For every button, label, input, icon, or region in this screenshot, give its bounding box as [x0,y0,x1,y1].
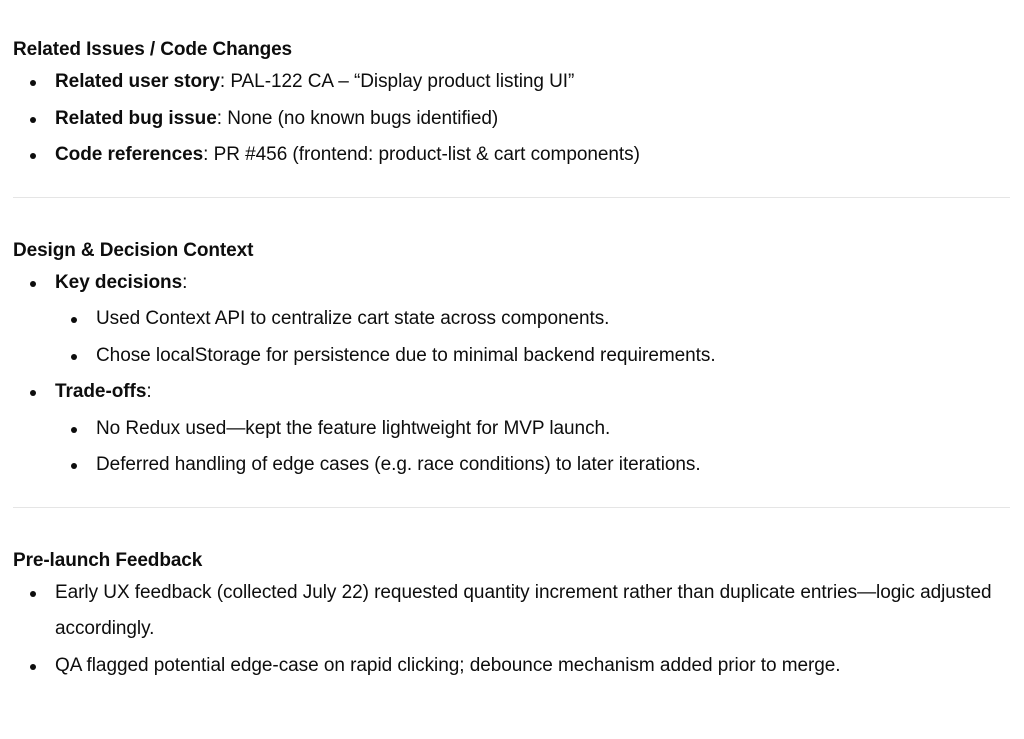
item-label: Related bug issue [55,107,217,129]
item-suffix: : [146,381,152,402]
item-label: Trade-offs [55,381,147,402]
list-item-trade-offs [13,374,1010,484]
section-heading-related-issues: Related Issues / Code Changes [13,39,293,60]
related-issues-section [13,36,1010,174]
list-item-related-user-story [13,64,1010,101]
list-item-related-bug-issue [13,101,1010,138]
item-label: Key decisions [55,271,183,293]
document [13,36,1010,684]
design-decision-list [13,265,1010,484]
sublist-item: Used Context API to centralize cart state across components. [55,301,1010,338]
pre-launch-feedback-list [13,575,1010,685]
section-heading-design-decision: Design & Decision Context [13,239,254,261]
sublist-item: Chose localStorage for persistence due to minimal backend requirements. [55,338,1010,375]
section-divider [13,197,1010,198]
list-item: Early UX feedback (collected July 22) requested quantity increment rather than duplicate entries—logic adjusted accordingly. [13,575,1010,648]
item-label: Related user story [55,71,220,92]
list-item-key-decisions [13,265,1010,375]
sublist-item: No Redux used—kept the feature lightweight for MVP launch. [55,411,1010,448]
item-text: : None (no known bugs identified) [216,107,499,129]
trade-offs-sublist [55,411,1010,484]
section-divider [13,507,1010,508]
item-label: Code references [55,144,204,165]
list-item-code-references [13,137,1010,174]
section-heading-pre-launch-feedback: Pre-launch Feedback [13,549,203,571]
design-decision-section [13,237,1010,484]
item-text: : PR #456 (frontend: product-list & cart components) [203,144,640,165]
pre-launch-feedback-section [13,547,1010,685]
related-issues-list [13,64,1010,174]
item-text: : PAL-122 CA – “Display product listing UI” [219,71,575,92]
sublist-item: Deferred handling of edge cases (e.g. race conditions) to later iterations. [55,447,1010,484]
item-suffix: : [182,271,188,293]
list-item: QA flagged potential edge-case on rapid clicking; debounce mechanism added prior to merge. [13,648,1010,685]
key-decisions-sublist [55,301,1010,374]
